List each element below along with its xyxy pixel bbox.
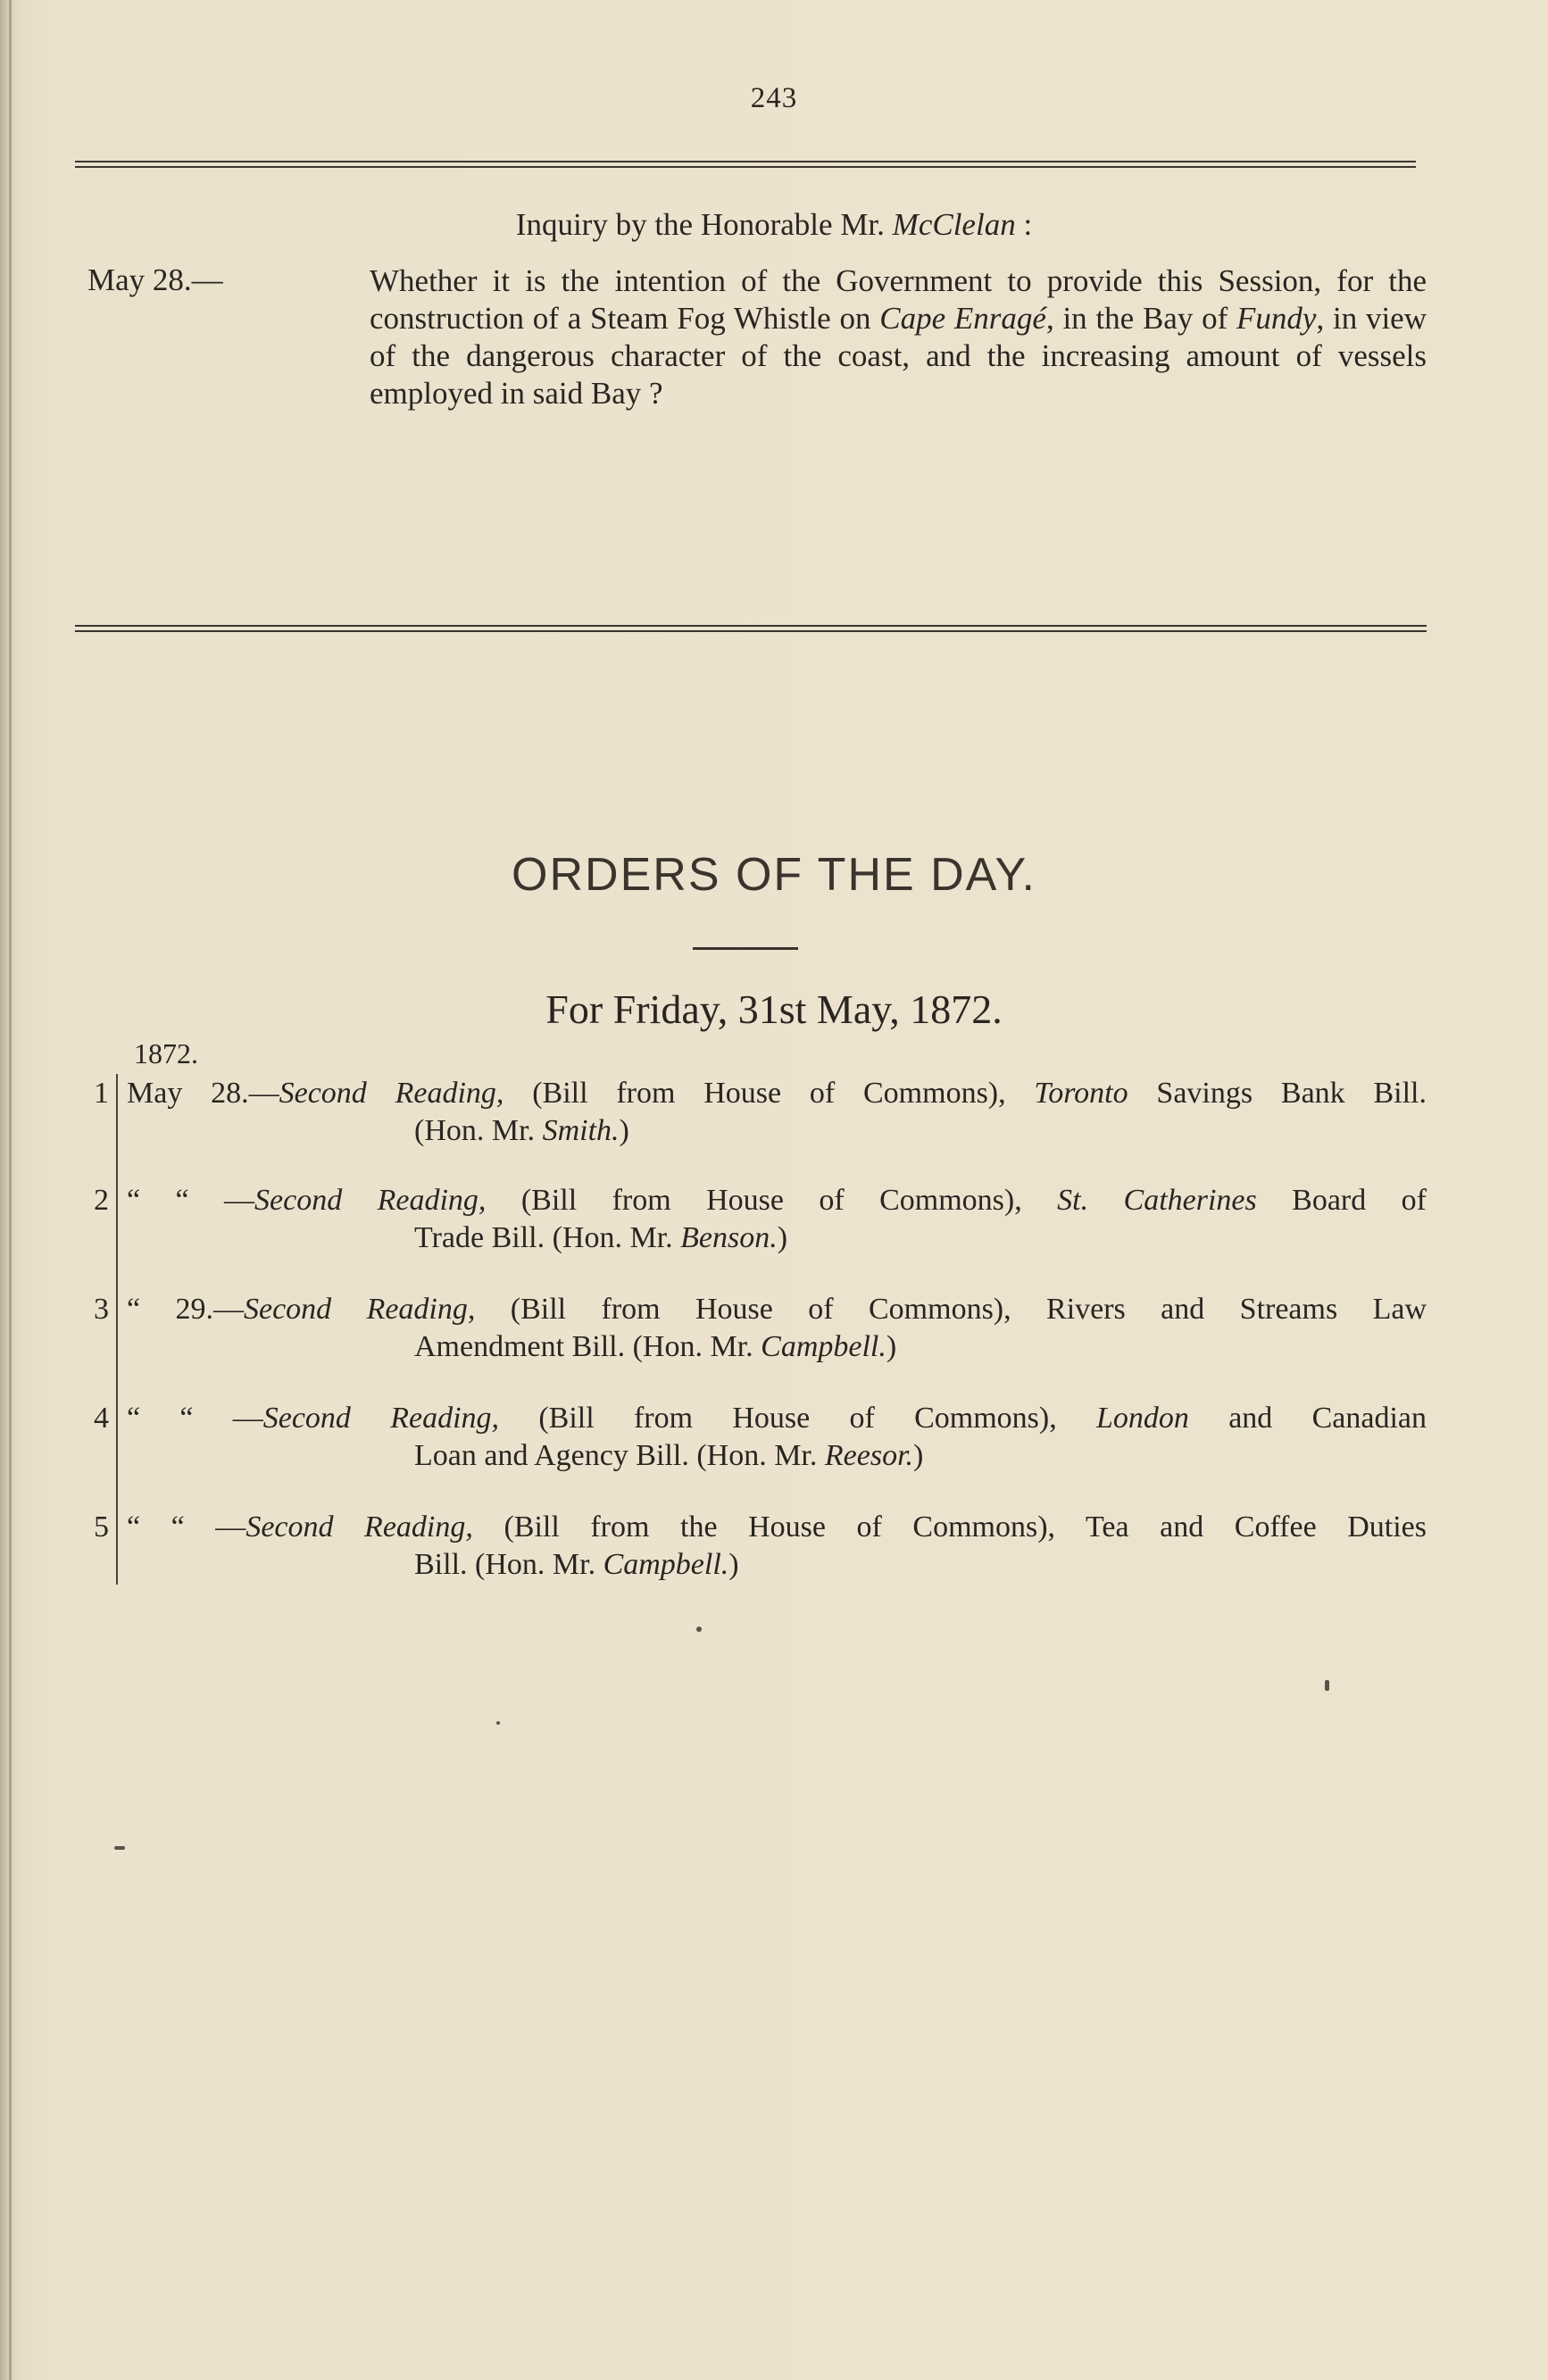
- order-member: Smith.: [542, 1114, 620, 1147]
- order-number: 4: [94, 1402, 109, 1435]
- order-line-2: [414, 1219, 787, 1257]
- top-double-rule: [75, 161, 1416, 168]
- order-date: “ 29.—: [127, 1293, 244, 1326]
- order-line2-prefix: (Hon. Mr.: [414, 1114, 543, 1147]
- order-text-2: Savings Bank Bill.: [1128, 1077, 1427, 1110]
- inquiry-text-a: Whether it is the intention of the Government to provide this Session, for the construction of a Steam Fog Whistle on: [370, 263, 1427, 336]
- order-italic-name: St. Catherines: [1057, 1184, 1257, 1217]
- order-date: “ “ —: [127, 1510, 246, 1544]
- order-text-1: (Bill from House of Commons),: [499, 1402, 1096, 1435]
- orders-title: ORDERS OF THE DAY.: [512, 849, 1036, 901]
- order-line-2: [414, 1437, 923, 1475]
- order-line2-prefix: Amendment Bill. (Hon. Mr.: [414, 1330, 762, 1363]
- order-date: May 28.—: [127, 1077, 279, 1110]
- order-italic-name: London: [1096, 1402, 1189, 1435]
- order-line-1: [127, 1509, 1427, 1546]
- paper-speck: [696, 1627, 702, 1632]
- inquiry-heading-suffix: :: [1023, 207, 1033, 242]
- inquiry-place-cape: Cape Enragé: [879, 301, 1046, 336]
- order-line2-suffix: ): [728, 1548, 739, 1581]
- order-member: Benson.: [680, 1221, 778, 1254]
- order-line-1: [127, 1400, 1427, 1437]
- order-italic-name: Toronto: [1034, 1077, 1128, 1110]
- order-line2-prefix: Loan and Agency Bill. (Hon. Mr.: [414, 1439, 825, 1472]
- order-text-2: and Canadian: [1188, 1402, 1427, 1435]
- inquiry-heading-prefix: Inquiry by the Honorable Mr.: [515, 207, 885, 242]
- order-text-1: (Bill from House of Commons), Rivers and Streams Law: [475, 1293, 1427, 1326]
- paper-speck: [114, 1846, 125, 1850]
- paper-speck: [496, 1721, 500, 1725]
- order-number: 5: [94, 1510, 109, 1544]
- order-text-1: (Bill from House of Commons),: [504, 1077, 1035, 1110]
- orders-for-date: For Friday, 31st May, 1872.: [545, 986, 1003, 1032]
- inquiry-text-c: , in view of the dangerous character of the coast, and the increasing amount of vessels employed in said Bay ?: [370, 301, 1427, 411]
- order-text-2: Board of: [1256, 1184, 1427, 1217]
- inquiry-place-fundy: Fundy: [1236, 301, 1317, 336]
- order-line-2: [414, 1546, 739, 1584]
- order-member: Campbell.: [603, 1548, 729, 1581]
- inquiry-text-b: , in the Bay of: [1045, 301, 1237, 336]
- order-member: Campbell.: [761, 1330, 886, 1363]
- order-number: 1: [94, 1077, 109, 1110]
- order-line2-suffix: ): [777, 1221, 788, 1254]
- order-line-2: [414, 1112, 629, 1150]
- order-line2-suffix: ): [619, 1114, 629, 1147]
- inquiry-heading: [0, 207, 1548, 243]
- order-date: “ “ —: [127, 1402, 263, 1435]
- order-reading: Second Reading,: [254, 1184, 487, 1217]
- page-spine-shadow: [9, 0, 12, 2380]
- orders-year-label: 1872.: [134, 1037, 198, 1069]
- page-number: 243: [750, 82, 798, 114]
- order-number: 3: [94, 1293, 109, 1326]
- order-reading: Second Reading,: [279, 1077, 504, 1110]
- order-line2-suffix: ): [886, 1330, 897, 1363]
- order-line-1: [127, 1075, 1427, 1112]
- middle-double-rule: [75, 625, 1427, 632]
- title-short-rule: [693, 947, 798, 950]
- paper-speck: [1325, 1680, 1329, 1691]
- order-line-1: [127, 1291, 1427, 1328]
- inquiry-member-name: McClelan: [892, 207, 1016, 242]
- order-line2-suffix: ): [913, 1439, 924, 1472]
- order-number: 2: [94, 1184, 109, 1217]
- inquiry-text: [252, 262, 1427, 412]
- order-reading: Second Reading,: [244, 1293, 476, 1326]
- order-date: “ “ —: [127, 1184, 255, 1217]
- order-text-1: (Bill from House of Commons),: [486, 1184, 1058, 1217]
- order-reading: Second Reading,: [246, 1510, 473, 1544]
- order-member: Reesor.: [824, 1439, 914, 1472]
- order-text-1: (Bill from the House of Commons), Tea and Coffee Duties: [472, 1510, 1427, 1544]
- order-line2-prefix: Bill. (Hon. Mr.: [414, 1548, 603, 1581]
- inquiry-date: May 28.—: [87, 262, 223, 297]
- order-line2-prefix: Trade Bill. (Hon. Mr.: [414, 1221, 681, 1254]
- order-line-1: [127, 1182, 1427, 1219]
- order-reading: Second Reading,: [262, 1402, 500, 1435]
- order-line-2: [414, 1328, 896, 1366]
- orders-margin-line: [116, 1074, 118, 1585]
